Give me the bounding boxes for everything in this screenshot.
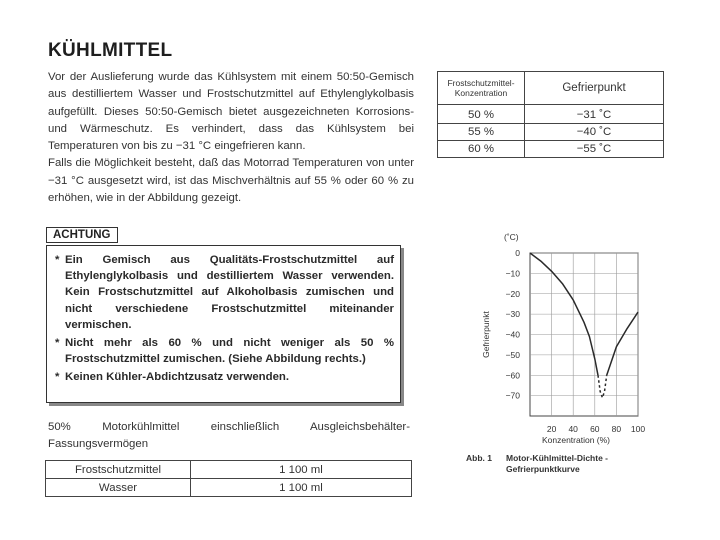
capacity-label: Frostschutzmittel [46, 461, 191, 479]
achtung-box [46, 245, 401, 403]
x-tick-label: 80 [611, 424, 622, 434]
y-tick-label: −60 [505, 370, 520, 381]
table-header-row [438, 72, 664, 105]
intro-text [48, 69, 414, 207]
table-row [438, 105, 664, 124]
y-tick-label: −10 [505, 268, 520, 279]
table-row [438, 124, 664, 141]
y-axis-label: Gefrierpunkt [481, 311, 491, 358]
y-tick-label: −70 [505, 390, 520, 401]
y-unit-label: (˚C) [504, 232, 519, 242]
figure-caption-line-2: Gefrierpunktkurve [506, 464, 580, 474]
capacity-value: 1 100 ml [191, 479, 412, 497]
achtung-item: * Ein Gemisch aus Qualitäts-Frostschutzmittel auf Ethylenglykolbasis und destilliertem Wasser verwenden. Kein Frostschutzmittel auf Alkoholbasis zumischen und nicht verschiedene Frostschutzmittel miteinander vermischen. [53, 252, 394, 333]
y-tick-label: −50 [505, 349, 520, 360]
concentration-cell: 55 % [438, 124, 525, 141]
table-row [438, 141, 664, 158]
page-title: KÜHLMITTEL [48, 40, 173, 61]
figure-number: Abb. 1 [466, 453, 492, 463]
y-tick-label: 0 [515, 248, 520, 258]
concentration-cell: 60 % [438, 141, 525, 158]
concentration-cell: 50 % [438, 105, 525, 124]
y-tick-label: −30 [505, 309, 520, 320]
intro-paragraph-2: Falls die Möglichkeit besteht, daß das Motorrad Temperaturen von unter −31 °C ausgesetzt wird, ist das Mischverhältnis auf 55 % oder 60 % zu erhöhen, wie in der Abbildung gezeigt. [48, 157, 414, 205]
capacity-value: 1 100 ml [191, 461, 412, 479]
freeze-point-chart [466, 228, 656, 448]
capacity-table [45, 460, 412, 497]
x-tick-label: 40 [568, 424, 578, 434]
figure-caption [466, 453, 608, 475]
y-tick-label: −40 [505, 329, 520, 340]
x-tick-label: 100 [630, 424, 646, 434]
achtung-item: * Keinen Kühler-Abdichtzusatz verwenden. [53, 369, 394, 385]
table-row [46, 461, 412, 479]
freeze-point-cell: −55 ˚C [525, 141, 664, 158]
x-tick-label: 60 [590, 424, 600, 434]
achtung-label: ACHTUNG [46, 227, 118, 243]
x-tick-label: 20 [546, 424, 557, 434]
capacity-label: Wasser [46, 479, 191, 497]
y-tick-label: −20 [505, 288, 520, 299]
freeze-curve-line [607, 312, 638, 375]
freeze-point-cell: −40 ˚C [525, 124, 664, 141]
freeze-point-table [437, 71, 664, 158]
achtung-item: * Nicht mehr als 60 % und nicht weniger als 50 % Frostschutzmittel zumischen. (Siehe Abbildung rechts.) [53, 335, 394, 367]
freeze-point-cell: −31 ˚C [525, 105, 664, 124]
figure-caption-line-1: Motor-Kühlmittel-Dichte - [506, 453, 608, 463]
intro-paragraph-1: Vor der Auslieferung wurde das Kühlsystem mit einem 50:50-Gemisch aus destilliertem Wasser und Frostschutzmittel auf Ethylenglykolbasis aufgefüllt. Dieses 50:50-Gemisch bietet ausgezeichneten Korrosions- und Wärmeschutz. Es verhindert, dass das Kühlsystem bei Temperaturen von bis zu −31 °C eingefrieren kann. [48, 71, 414, 153]
coolant-capacity-note: 50% Motorkühlmittel einschließlich Ausgleichsbehälter-Fassungsvermögen [48, 421, 410, 450]
x-axis-label: Konzentration (%) [541, 435, 611, 445]
header-freeze-point: Gefrierpunkt [525, 72, 664, 105]
header-concentration: Frostschutzmittel-Konzentration [438, 72, 525, 105]
table-row [46, 479, 412, 497]
freeze-curve-dashed [598, 375, 607, 397]
